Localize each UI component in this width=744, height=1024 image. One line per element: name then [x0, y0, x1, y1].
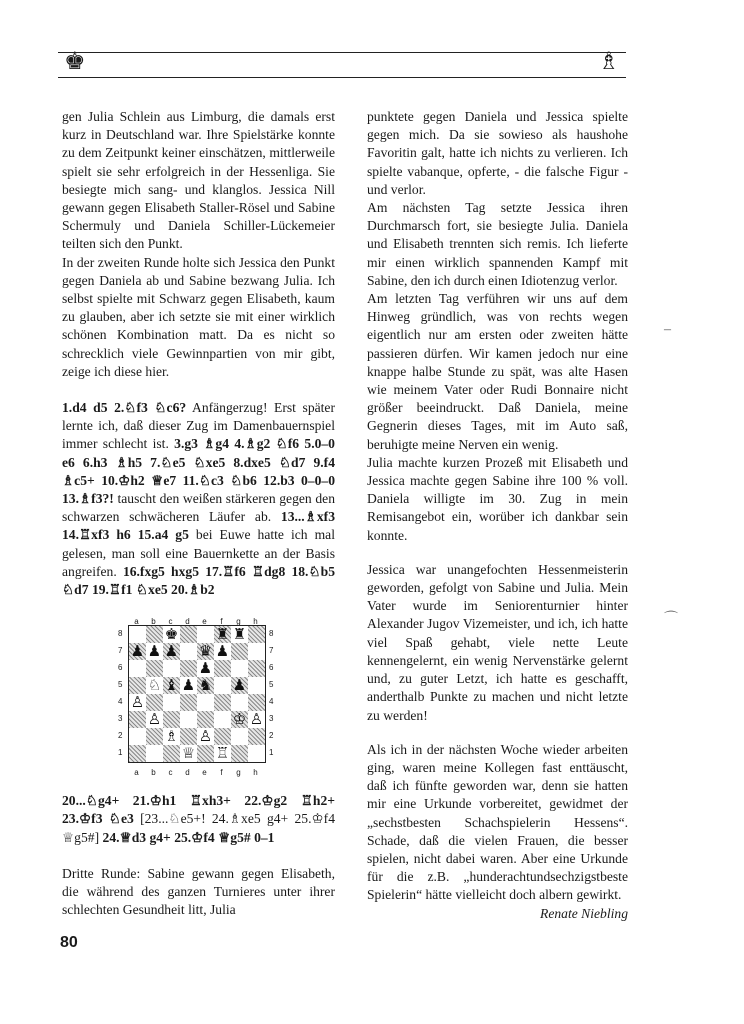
chess-piece: ♟ — [215, 642, 230, 661]
file-label: a — [134, 617, 139, 627]
board-square — [214, 660, 231, 677]
board-square — [180, 660, 197, 677]
board-square — [180, 694, 197, 711]
file-label: d — [185, 768, 190, 778]
board-square — [197, 694, 214, 711]
board-square — [129, 728, 146, 745]
comment-text: Anfängerzug! Erst später lernte ich, daß dieser Zug im Damenbauernspiel immer schlecht ist. — [62, 400, 335, 452]
chess-piece: ♚ — [164, 625, 179, 644]
board-square — [231, 660, 248, 677]
right-column — [367, 108, 628, 923]
game-notation-continued — [62, 792, 335, 847]
board-square — [231, 643, 248, 660]
move-text: 16.fxg5 hxg5 17.♖f6 ♖dg8 18.♘b5 ♘d7 19.♖f1 ♘xe5 20.♗b2 — [62, 563, 335, 598]
right-paragraph-4: Julia machte kurzen Prozeß mit Elisabeth und Jessica machte gegen Sabine ihre 100 % voll. Daniela willigte im 30. Zug in mein Remisangebot ein, worüber ich dankbar sein konnte. — [367, 454, 628, 543]
board-square — [129, 660, 146, 677]
rank-label: 1 — [269, 748, 274, 758]
chess-piece: ♘ — [147, 676, 162, 695]
board-square — [214, 728, 231, 745]
comment-text: tauscht den weißen stärkeren gegen den schwarzen schwächeren Läufer ab. — [62, 491, 335, 525]
rank-label: 2 — [118, 731, 123, 741]
rank-label: 8 — [269, 629, 274, 639]
chess-piece: ♟ — [147, 642, 162, 661]
rank-label: 6 — [118, 663, 123, 673]
file-label: e — [202, 768, 207, 778]
chess-piece: ♟ — [130, 642, 145, 661]
file-label: g — [236, 617, 241, 627]
king-icon: ♚ — [64, 49, 86, 75]
board-square — [163, 660, 180, 677]
chess-piece: ♙ — [130, 693, 145, 712]
comment-text: [23...♘e5+! 24.♗xe5 g4+ 25.♔f4 ♕g5#] — [62, 811, 335, 845]
rank-label: 5 — [118, 680, 123, 690]
chess-piece: ♙ — [249, 710, 264, 729]
chess-piece: ♟ — [164, 642, 179, 661]
board-square — [231, 728, 248, 745]
rank-label: 3 — [269, 714, 274, 724]
board-square — [129, 626, 146, 643]
left-paragraph-2: In der zweiten Runde holte sich Jessica den Punkt gegen Daniela ab und Sabine bezwang Julia. Ich selbst spielte mit Schwarz gegen Elisabeth, kaum zu glauben, aber ich setzte sie mit einer wirklich schönen Kombination matt. Da es nicht so schrecklich viele Gewinnpartien von mir gibt, zeige ich diese hier. — [62, 254, 335, 379]
right-paragraph-5: Jessica war unangefochten Hessenmeisterin geworden, gefolgt von Sabine und Julia. Mein Vater wurde im Seniorenturnier hinter Alexander Jugov Vizemeister, und ich, ich hatte viel Spaß gehabt, viele nette Leute kennengelernt, ein wenig Nervenstärke gelernt und, zu guter Letzt, ich hatte es geschafft, anderthalb Punkte zu machen und nicht letzte zu werden! — [367, 561, 628, 723]
rank-label: 2 — [269, 731, 274, 741]
rank-label: 6 — [269, 663, 274, 673]
chess-piece: ♞ — [198, 676, 213, 695]
rank-label: 8 — [118, 629, 123, 639]
file-label: h — [253, 768, 258, 778]
chess-piece: ♟ — [181, 676, 196, 695]
chess-piece: ♜ — [232, 625, 247, 644]
file-label: b — [151, 617, 156, 627]
board-square — [146, 694, 163, 711]
board-square — [197, 745, 214, 762]
rank-label: 7 — [118, 646, 123, 656]
right-paragraph-6: Als ich in der nächsten Woche wieder arbeiten ging, waren meine Kollegen fast enttäuscht, daß ich fünfte geworden war, denn sie hatten mir eine Urkunde vorbereitet, gewidmet der „sechstbesten Schachspielerin Hessens“. Schade, daß die vielen Frauen, die besser spielen, nicht dabei waren. Aber eine Urkunde für die z.B. „hunderachtundsechzigstbeste Spielerin“ hätte vielleicht doch albern gewirkt. — [367, 741, 628, 903]
board-square — [248, 745, 265, 762]
board-square — [163, 694, 180, 711]
board-square — [180, 711, 197, 728]
board-square — [129, 711, 146, 728]
header-rule-bottom — [58, 77, 626, 78]
rank-labels-right — [269, 625, 273, 761]
margin-mark: ⌒ — [664, 612, 678, 627]
board-square — [248, 694, 265, 711]
chess-piece: ♟ — [232, 676, 247, 695]
board-square — [146, 660, 163, 677]
board-square — [180, 643, 197, 660]
file-label: c — [168, 617, 173, 627]
chess-piece: ♗ — [164, 727, 179, 746]
margin-mark: – — [664, 322, 671, 337]
move-text: 20...♘g4+ 21.♔h1 ♖xh3+ 22.♔g2 ♖h2+ 23.♔f3 ♘e3 — [62, 793, 335, 827]
board-square — [214, 694, 231, 711]
rank-labels-left — [118, 625, 122, 761]
board-square — [180, 626, 197, 643]
file-label: h — [253, 617, 258, 627]
file-label: d — [185, 617, 190, 627]
comment-text: bei Euwe hatte ich mal gelesen, man soll eine Bauernkette an der Basis angreifen. — [62, 527, 335, 579]
board-square — [180, 728, 197, 745]
board-square — [248, 626, 265, 643]
chess-piece: ♜ — [215, 625, 230, 644]
chess-piece: ♕ — [181, 744, 196, 763]
board-square — [248, 677, 265, 694]
board-square — [248, 660, 265, 677]
board-square — [231, 694, 248, 711]
board-square — [146, 728, 163, 745]
file-labels-bottom — [128, 764, 264, 782]
left-column — [62, 108, 335, 920]
file-label: g — [236, 768, 241, 778]
move-text: 3.g3 ♗g4 4.♗g2 ♘f6 5.0–0 e6 6.h3 ♗h5 7.♘e5 ♘xe5 8.dxe5 ♘d7 9.f4 ♗c5+ 10.♔h2 ♕e7 11.♘c3 ♘b6 12.b3 0–0–0 13.♗f3?! — [62, 436, 335, 507]
left-paragraph-1: gen Julia Schlein aus Limburg, die damals erst kurz in Deutschland war. Ihre Spielstärke konnte zu dem Zeitpunkt keiner einschätzen, mittlerweile spielt sie sehr erfolgreich in der Hessenliga. Sie besiegte mich sang- und klanglos. Jessica Nill gewann gegen Elisabeth Staller-Rösel und Sabine Schermuly und Daniela Schiller-Lückemeier teilten sich den Punkt. — [62, 109, 335, 252]
right-paragraph-2: Am nächsten Tag setzte Jessica ihren Durchmarsch fort, sie besiegte Julia. Daniela und Elisabeth trennten sich remis. Ich lieferte mir einen wirklich spannenden Kampf mit Sabine, den ich durch einen Idiotenzug verlor. — [367, 200, 628, 288]
chess-piece: ♛ — [198, 642, 213, 661]
rank-label: 4 — [269, 697, 274, 707]
file-label: f — [220, 768, 223, 778]
chess-piece: ♝ — [164, 676, 179, 695]
board-square — [214, 677, 231, 694]
file-label: c — [168, 768, 173, 778]
page-number: 80 — [60, 934, 78, 951]
chess-diagram — [114, 613, 284, 778]
bishop-icon: ♗ — [598, 49, 620, 75]
chess-piece: ♟ — [198, 659, 213, 678]
board-square — [163, 711, 180, 728]
rank-label: 3 — [118, 714, 123, 724]
file-label: b — [151, 768, 156, 778]
rank-label: 7 — [269, 646, 274, 656]
file-label: a — [134, 768, 139, 778]
header-rule-top — [58, 52, 626, 53]
chess-board — [128, 625, 266, 763]
board-square — [248, 643, 265, 660]
file-label: e — [202, 617, 207, 627]
author-signature: Renate Niebling — [540, 905, 628, 921]
file-label: f — [220, 617, 223, 627]
chess-piece: ♖ — [215, 744, 230, 763]
board-square — [163, 745, 180, 762]
rank-label: 4 — [118, 697, 123, 707]
board-square — [231, 745, 248, 762]
rank-label: 5 — [269, 680, 274, 690]
right-paragraph-3: Am letzten Tag verführen wir uns auf dem Hinweg gründlich, was von rechts wegen eigentlich nur am ersten oder zweiten hätte passieren dürfen. Wir kamen jedoch nur eine knappe halbe Stunde zu spät, was alte Hasen wie meinem Vater oder Rudi Bonnaire nicht größer beeindruckt. Daß Daniela, meine Gegnerin dieses Tages, mit im Auto saß, beruhigte meine Nerven ein wenig. — [367, 291, 628, 452]
board-square — [197, 711, 214, 728]
game-notation — [62, 399, 335, 599]
board-square — [129, 677, 146, 694]
board-square — [248, 728, 265, 745]
board-square — [197, 626, 214, 643]
chess-piece: ♙ — [198, 727, 213, 746]
move-text: 1.d4 d5 2.♘f3 ♘c6? — [62, 400, 187, 416]
board-square — [129, 745, 146, 762]
left-paragraph-3: Dritte Runde: Sabine gewann gegen Elisabeth, die während des ganzen Turnieres unter ihrer schlechten Gesundheit litt, Julia — [62, 865, 335, 918]
chess-piece: ♔ — [232, 710, 247, 729]
move-text: 24.♕d3 g4+ 25.♔f4 ♕g5# 0–1 — [102, 829, 275, 845]
board-square — [146, 745, 163, 762]
chess-piece: ♙ — [147, 710, 162, 729]
board-square — [146, 626, 163, 643]
rank-label: 1 — [118, 748, 123, 758]
right-paragraph-1: punktete gegen Daniela und Jessica spielte gegen mich. Da sie sowieso als haushohe Favoritin galt, hatte ich nichts zu verlieren. Ich spielte vabanque, opferte, - die falsche Figur - und verlor. — [367, 109, 628, 197]
move-text: 13...♗xf3 14.♖xf3 h6 15.a4 g5 — [62, 509, 335, 543]
board-square — [214, 711, 231, 728]
